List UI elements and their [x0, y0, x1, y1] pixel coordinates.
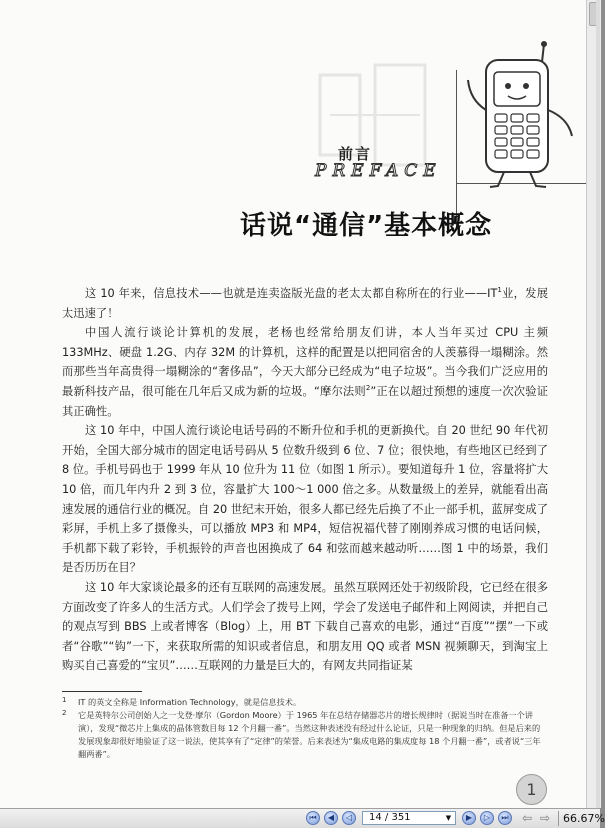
footnote-ref-1[interactable]: 1: [497, 286, 502, 295]
first-page-icon[interactable]: ⏮: [306, 811, 320, 825]
footnote-divider: [62, 691, 142, 692]
footnotes: [62, 696, 548, 761]
body-text: [62, 284, 548, 676]
prev-page-icon[interactable]: ◀: [324, 811, 338, 825]
next-page-icon[interactable]: ▶: [462, 811, 476, 825]
zoom-level[interactable]: 66.67%: [563, 812, 605, 825]
footnote-2: 2 它是英特尔公司创始人之一戈登·摩尔（Gordon Moore）于 1965 年在总结存储器芯片的增长规律时（据说当时在准备一个讲演），发现“微芯片上集成的晶体管数目每 12 个月翻一番”。当然这种表述没有经过什么论证，只是一种现象的归纳。但是后来的发展现象却很好地验证了这一说法，使其享有了“定律”的荣誉。后来表述为“集成电路的集成度每 18 个月翻一番”，或者说“三年翻两番”。: [62, 709, 541, 759]
page-title: 话说“通信”基本概念: [240, 211, 493, 241]
page-number-badge: 1: [516, 774, 547, 805]
footnote-ref-2[interactable]: 2: [365, 384, 371, 393]
last-page-icon[interactable]: ⏭: [498, 811, 512, 825]
back-icon[interactable]: ⇦: [521, 811, 533, 825]
prev-page-alt-icon[interactable]: ◁: [342, 811, 356, 825]
paragraph-1: 这 10 年来，信息技术——也就是连卖盗版光盘的老太太都自称所在的行业$——IT^1$业，发展太迅速了！: [62, 286, 548, 320]
viewer-toolbar: [0, 808, 605, 828]
paragraph-3: 这 10 年中，中国人流行谈论电话号码的不断升位和手机的更新换代。自 20 世纪 90 年代初开始，全国大部分城市的固定电话号码从 5 位数升级到 6 位、7 位；很快地，有些地区已经到了 8 位。手机号码也于 1999 年从 10 位升为 11 位（如图 1 所示）。要知道每升 1 位，容量将扩大 10 倍，而几年内升 2 到 3 位，容量扩大 100～1 000 倍之多。从数量级上的差异，就能看出高速发展的通信行业的概况。自 20 世纪末开始，很多人都已经先后换了不止一部手机，蓝屏变成了彩屏，手机上多了摄像头，可以播放 MP3 和 MP4，短信祝福代替了刚刚养成习惯的电话问候，手机都下载了彩铃，手机振铃的声音也困换成了 64 和弦而越来越动听……图 1 中的场景，我们是否历历在目？: [62, 424, 548, 575]
cellphone-mascot-illustration: [464, 40, 579, 190]
paragraph-2: 中国人流行谈论计算机的发展，老杨也经常给朋友们讲，本人当年买过 CPU 主频 133MHz、硬盘 1.2G、内存 32M 的计算机，这样的配置是以把同宿舍的人羡慕得一塌糊涂。然而那些当年高贵得一塌糊涂的“奢侈品”，今天大部分已经成为“电子垃圾”。当今我们广泛应用的最新科技产品，很可能在几年后又成为新的垃圾。“摩尔法则$^2$”正在以超过预想的速度一次次验证其正确性。: [62, 326, 548, 418]
footnote-1: 1 IT 的英文全称是 Information Technology，就是信息技术。: [62, 696, 302, 707]
preface-english-heading: PREFACE: [315, 161, 442, 181]
forward-icon[interactable]: ⇨: [539, 811, 551, 825]
page-number-field[interactable]: 14 / 351 ▼: [362, 811, 456, 825]
page-dropdown-icon[interactable]: ▼: [445, 814, 452, 822]
paragraph-4: 这 10 年大家谈论最多的还有互联网的高速发展。虽然互联网还处于初级阶段，它已经在很多方面改变了许多人的生活方式。人们学会了拨号上网，学会了发送电子邮件和上网阅读，并把自己的观点写到 BBS 上或者博客（Blog）上，用 BT 下载自己喜欢的电影，通过“百度”“摆”一下或者“谷歌”“钩”一下，来获取所需的知识或者信息，和朋友用 QQ 或者 MSN 视频聊天，到淘宝上购买自己喜爱的“宝贝”……互联网的力量是巨大的，有网友共同指证某: [62, 580, 548, 673]
toolbar-divider: [558, 811, 559, 826]
window-edge: [596, 0, 600, 808]
preface-heading: 前言: [338, 145, 373, 163]
next-page-alt-icon[interactable]: ▷: [480, 811, 494, 825]
